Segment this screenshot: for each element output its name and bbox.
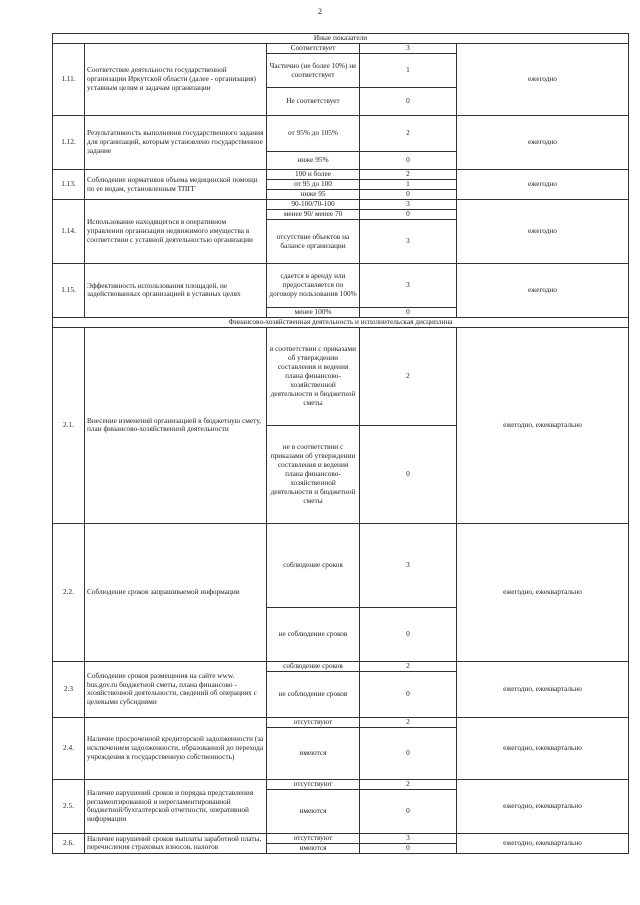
score-cell: 0 <box>360 210 457 220</box>
criterion-cell: не в соответствии с приказами об утверждении составления и ведения плана финансово-хозяйственной деятельности и бюджетной сметы <box>267 425 360 523</box>
period-cell: ежегодно, ежеквартально <box>457 779 629 833</box>
score-cell: 0 <box>360 190 457 200</box>
table-row <box>53 44 629 54</box>
score-cell: 3 <box>360 220 457 264</box>
table-row <box>53 833 629 843</box>
table-row <box>53 327 629 425</box>
period-cell: ежегодно, ежеквартально <box>457 523 629 661</box>
score-cell: 0 <box>360 843 457 853</box>
row-number: 2.5. <box>53 779 85 833</box>
criterion-cell: имеются <box>267 727 360 779</box>
criterion-cell: менее 90/ менее 70 <box>267 210 360 220</box>
indicator-title: Соблюдение нормативов объема медицинской помощи по ее видам, установленным ТПГГ <box>85 170 267 200</box>
table-row <box>53 170 629 180</box>
table-row <box>53 779 629 789</box>
score-cell: 2 <box>360 717 457 727</box>
table-row <box>53 264 629 308</box>
period-cell: ежегодно, ежеквартально <box>457 661 629 717</box>
table-row <box>53 661 629 671</box>
criterion-cell: отсутствуют <box>267 779 360 789</box>
table-row <box>53 200 629 210</box>
period-cell: ежегодно, ежеквартально <box>457 717 629 779</box>
criterion-cell: не соблюдение сроков <box>267 607 360 661</box>
criterion-cell: отсутствие объектов на балансе организации <box>267 220 360 264</box>
score-cell: 0 <box>360 152 457 170</box>
indicator-title: Соблюдение сроков размещения на сайте www. bus.gov.ru бюджетной сметы, плана финансово - хозяйственной деятельности, сведений об операциях с целевыми субсидиями <box>85 661 267 717</box>
score-cell: 0 <box>360 425 457 523</box>
score-cell: 2 <box>360 661 457 671</box>
score-cell: 3 <box>360 833 457 843</box>
table-row <box>53 116 629 152</box>
row-number: 1.13. <box>53 170 85 200</box>
indicator-title: Результативность выполнения государственного задания для организаций, которым установлено государственное задание <box>85 116 267 170</box>
period-cell: ежегодно, ежеквартально <box>457 327 629 523</box>
page-number: 2 <box>318 7 322 16</box>
score-cell: 3 <box>360 264 457 308</box>
indicator-title: Внесение изменений организацией в бюджетную смету, план финансово-хозяйственной деятельности <box>85 327 267 523</box>
row-number: 2.3 <box>53 661 85 717</box>
criterion-cell: имеются <box>267 789 360 833</box>
criterion-cell: имеются <box>267 843 360 853</box>
period-cell: ежегодно <box>457 44 629 116</box>
score-cell: 2 <box>360 116 457 152</box>
criterion-cell: Частично (не более 10%) не соответствует <box>267 54 360 88</box>
period-cell: ежегодно <box>457 264 629 318</box>
row-number: 1.14. <box>53 200 85 264</box>
criterion-cell: не соблюдение сроков <box>267 671 360 717</box>
criterion-cell: 100 и более <box>267 170 360 180</box>
score-cell: 3 <box>360 200 457 210</box>
score-cell: 0 <box>360 671 457 717</box>
score-cell: 0 <box>360 789 457 833</box>
row-number: 2.6. <box>53 833 85 853</box>
criterion-cell: от 95 до 100 <box>267 180 360 190</box>
row-number: 2.1. <box>53 327 85 523</box>
score-cell: 1 <box>360 180 457 190</box>
section-header: Финансово-хозяйственная деятельность и исполнительская дисциплина <box>53 317 629 327</box>
row-number: 2.4. <box>53 717 85 779</box>
criterion-cell: соблюдение сроков <box>267 661 360 671</box>
score-cell: 3 <box>360 523 457 607</box>
criterion-cell: от 95% до 105% <box>267 116 360 152</box>
period-cell: ежегодно <box>457 116 629 170</box>
criterion-cell: отсутствуют <box>267 717 360 727</box>
table-row <box>53 717 629 727</box>
criterion-cell: ниже 95% <box>267 152 360 170</box>
row-number: 1.12. <box>53 116 85 170</box>
score-cell: 0 <box>360 607 457 661</box>
row-number: 2.2. <box>53 523 85 661</box>
score-cell: 0 <box>360 308 457 318</box>
criterion-cell: Не соответствует <box>267 88 360 116</box>
indicators-table <box>52 33 629 854</box>
period-cell: ежегодно <box>457 200 629 264</box>
indicator-title: Соответствие деятельности государственной организации Иркутской области (далее - организация) уставным целям и задачам организации <box>85 44 267 116</box>
criterion-cell: менее 100% <box>267 308 360 318</box>
section-header: Иные показатели <box>53 34 629 44</box>
table-row <box>53 523 629 607</box>
score-cell: 0 <box>360 727 457 779</box>
indicator-title: Наличие просроченной кредиторской задолженности (за исключением задолженности, образованной до перехода учреждения в государственную собственность) <box>85 717 267 779</box>
criterion-cell: отсутствуют <box>267 833 360 843</box>
row-number: 1.11. <box>53 44 85 116</box>
period-cell: ежегодно <box>457 170 629 200</box>
criterion-cell: Соответствует <box>267 44 360 54</box>
indicator-title: Соблюдение сроков запрашиваемой информации <box>85 523 267 661</box>
score-cell: 2 <box>360 779 457 789</box>
indicator-title: Эффективность использования площадей, не задействованных организацией в уставных целях <box>85 264 267 318</box>
indicator-title: Наличие нарушений сроков выплаты заработной платы, перечисления страховых взносов, налогов <box>85 833 267 853</box>
criterion-cell: сдается в аренду или предоставляется по договору пользования 100% <box>267 264 360 308</box>
score-cell: 2 <box>360 327 457 425</box>
criterion-cell: соблюдение сроков <box>267 523 360 607</box>
score-cell: 0 <box>360 88 457 116</box>
score-cell: 2 <box>360 170 457 180</box>
criterion-cell: ниже 95 <box>267 190 360 200</box>
score-cell: 1 <box>360 54 457 88</box>
criterion-cell: 90-100/70-100 <box>267 200 360 210</box>
criterion-cell: в соответствии с приказами об утверждении составления и ведения плана финансово-хозяйственной деятельности и бюджетной сметы <box>267 327 360 425</box>
row-number: 1.15. <box>53 264 85 318</box>
indicator-title: Использование находящегося в оперативном управлении организации недвижимого имущества в соответствии с уставной деятельностью организации <box>85 200 267 264</box>
period-cell: ежегодно, ежеквартально <box>457 833 629 853</box>
indicator-title: Наличие нарушений сроков и порядка представления регламентированной и нерегламентированной бюджетной/бухгалтерской отчетности, оперативной информации <box>85 779 267 833</box>
score-cell: 3 <box>360 44 457 54</box>
